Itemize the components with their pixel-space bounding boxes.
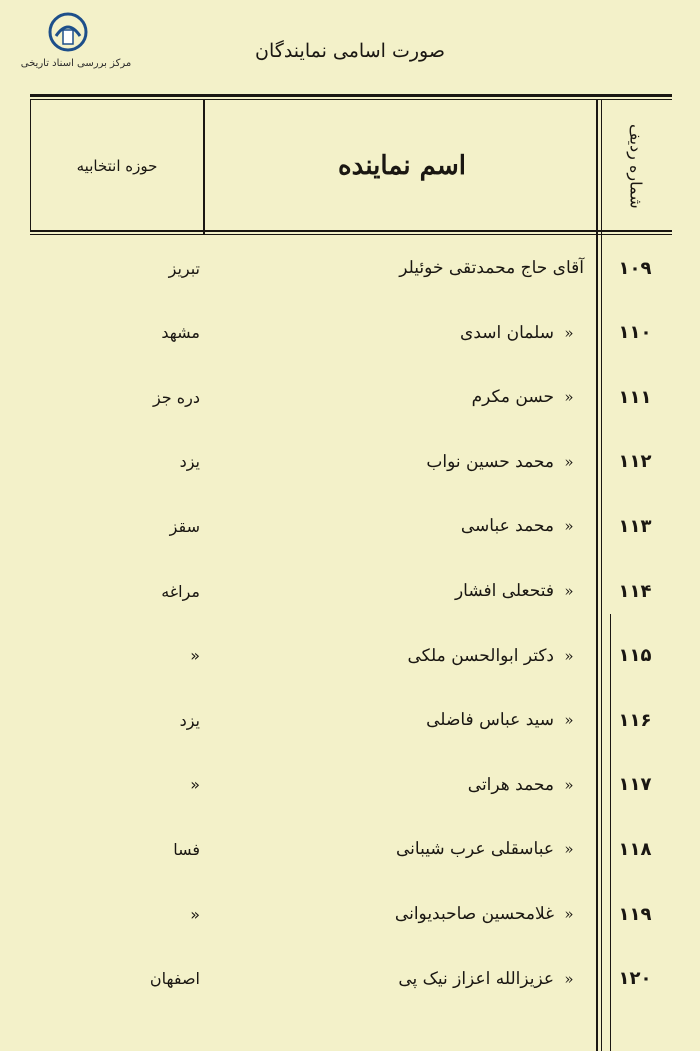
district-cell: یزد bbox=[179, 710, 200, 730]
honorific-ditto-mark: « bbox=[564, 388, 574, 407]
name-cell bbox=[208, 559, 584, 623]
name-cell bbox=[208, 301, 584, 365]
row-number-header: شماره ردیف bbox=[626, 123, 646, 209]
row-number-cell: ۱۲۰ bbox=[618, 968, 652, 990]
row-number-cell: ۱۱۴ bbox=[618, 580, 652, 602]
table-row bbox=[30, 236, 672, 300]
representative-name: فتحعلی افشار bbox=[454, 581, 554, 601]
honorific-ditto-mark: « bbox=[564, 582, 574, 600]
row-number-cell: ۱۱۷ bbox=[618, 774, 652, 796]
name-cell bbox=[208, 430, 584, 494]
representative-name: غلامحسین صاحبدیوانی bbox=[394, 904, 554, 924]
district-cell: فسا bbox=[173, 839, 200, 859]
representative-name: محمد عباسی bbox=[460, 516, 554, 537]
name-cell bbox=[208, 882, 584, 946]
table-row bbox=[30, 882, 672, 946]
honorific-ditto-mark: « bbox=[564, 646, 574, 665]
name-cell bbox=[208, 494, 584, 558]
district-cell: مشهد bbox=[161, 323, 200, 343]
honorific-ditto-mark: « bbox=[564, 711, 574, 730]
name-cell bbox=[208, 624, 584, 688]
table-top-rule-thin bbox=[30, 99, 672, 100]
name-cell bbox=[208, 688, 584, 752]
table-row bbox=[30, 559, 672, 623]
row-number-cell: ۱۱۳ bbox=[618, 515, 652, 537]
name-cell bbox=[208, 947, 584, 1011]
district-cell: « bbox=[190, 775, 200, 795]
district-cell: سقز bbox=[169, 516, 200, 536]
representative-name: سید عباس فاضلی bbox=[426, 710, 554, 731]
table-row bbox=[30, 624, 672, 688]
district-cell: دره جز bbox=[152, 387, 200, 407]
row-number-cell: ۱۱۱ bbox=[618, 386, 652, 408]
district-cell: تبریز bbox=[168, 258, 200, 278]
table-top-rule bbox=[30, 94, 672, 97]
honorific-ditto-mark: « bbox=[564, 969, 574, 988]
table-row bbox=[30, 688, 672, 752]
name-header: اسم نماینده bbox=[338, 151, 466, 181]
name-cell bbox=[208, 817, 584, 881]
archive-logo-text: مرکز بررسی اسناد تاریخی bbox=[20, 58, 132, 69]
table-row bbox=[30, 494, 672, 558]
table-row bbox=[30, 947, 672, 1011]
district-cell: « bbox=[190, 646, 200, 666]
district-cell: « bbox=[190, 904, 200, 924]
honorific-ditto-mark: « bbox=[564, 452, 574, 471]
representative-name: عباسقلی عرب شیبانی bbox=[395, 839, 554, 860]
honorific-ditto-mark: « bbox=[564, 323, 574, 342]
row-number-cell: ۱۱۵ bbox=[618, 645, 652, 667]
representative-name: محمد هراتی bbox=[467, 774, 554, 795]
name-cell bbox=[208, 236, 584, 300]
district-cell: یزد bbox=[179, 452, 200, 472]
table-row bbox=[30, 301, 672, 365]
row-number-cell: ۱۰۹ bbox=[618, 257, 652, 279]
honorific-ditto-mark: « bbox=[564, 517, 574, 536]
header-bottom-rule bbox=[30, 230, 672, 232]
representative-name: حسن مکرم bbox=[471, 387, 554, 408]
name-cell bbox=[208, 753, 584, 817]
honorific-ditto-mark: « bbox=[564, 775, 574, 794]
district-header: حوزه انتخابیه bbox=[76, 157, 158, 175]
representative-name: دکتر ابوالحسن ملکی bbox=[407, 645, 554, 666]
representative-name: سلمان اسدی bbox=[460, 322, 554, 343]
district-cell: مراغه bbox=[161, 581, 200, 601]
table-row bbox=[30, 817, 672, 881]
honorific-ditto-mark: « bbox=[564, 905, 574, 923]
table-row bbox=[30, 753, 672, 817]
name-cell bbox=[208, 365, 584, 429]
row-number-cell: ۱۱۸ bbox=[618, 838, 652, 860]
row-number-cell: ۱۱۲ bbox=[618, 451, 652, 473]
row-number-cell: ۱۱۶ bbox=[618, 709, 652, 731]
row-number-cell: ۱۱۰ bbox=[618, 322, 652, 344]
row-number-cell: ۱۱۹ bbox=[618, 903, 652, 925]
representative-name: محمد حسین نواب bbox=[426, 451, 554, 472]
header-bottom-rule-thin bbox=[30, 234, 672, 235]
representative-name: آقای حاج محمدتقی خوئیلر bbox=[399, 258, 584, 278]
table-row bbox=[30, 430, 672, 494]
representatives-table bbox=[30, 94, 672, 1051]
page-title: صورت اسامی نمایندگان bbox=[255, 40, 445, 62]
representative-name: عزیزالله اعزاز نیک پی bbox=[398, 968, 554, 989]
honorific-ditto-mark: « bbox=[564, 840, 574, 859]
district-cell: اصفهان bbox=[149, 969, 200, 989]
table-row bbox=[30, 365, 672, 429]
